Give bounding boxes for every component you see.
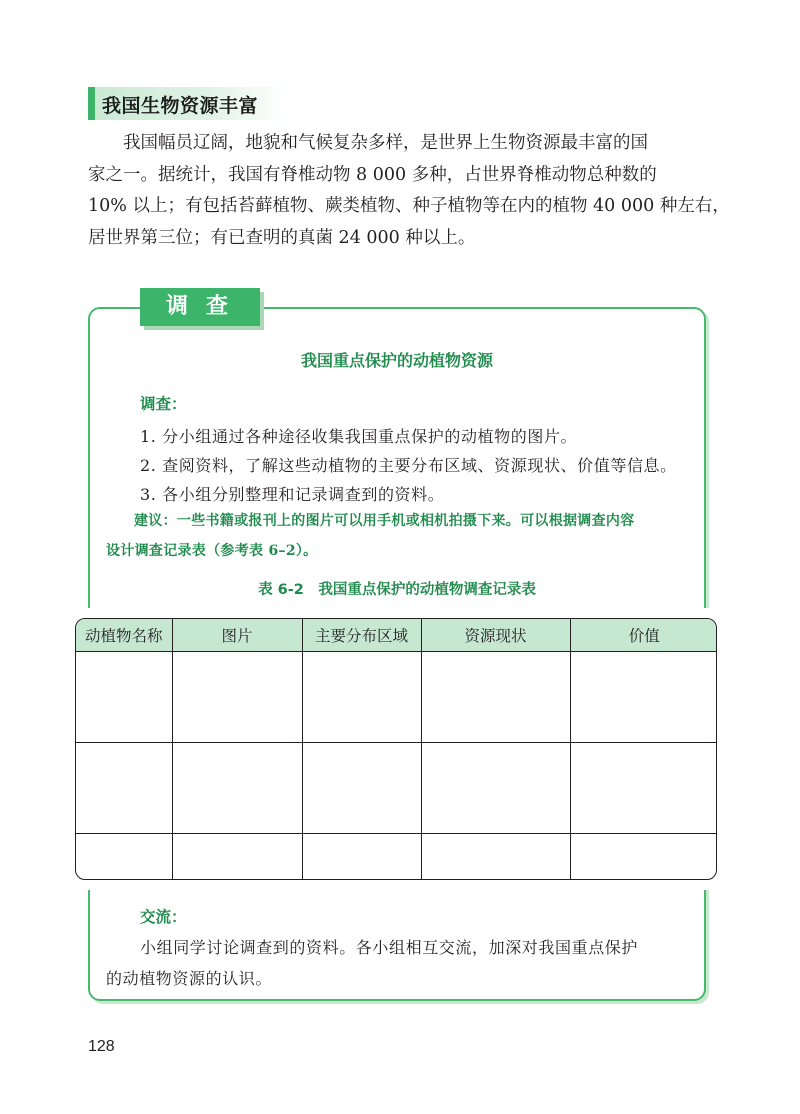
table-cell bbox=[570, 834, 717, 880]
suggestion-line: 设计调查记录表（参考表 6–2）。 bbox=[106, 543, 318, 559]
table-row bbox=[76, 652, 717, 743]
table-cell bbox=[172, 743, 302, 834]
table-cell bbox=[302, 652, 421, 743]
record-table bbox=[75, 618, 717, 880]
table-cell bbox=[421, 743, 570, 834]
table-row bbox=[76, 834, 717, 880]
table-header-row bbox=[76, 619, 717, 652]
table-cell bbox=[570, 652, 717, 743]
table-header-cell: 资源现状 bbox=[421, 619, 570, 652]
table-cell bbox=[76, 743, 172, 834]
table-header-cell: 图片 bbox=[172, 619, 302, 652]
suggestion-line: 建议：一些书籍或报刊上的图片可以用手机或相机拍摄下来。可以根据调查内容 bbox=[134, 513, 635, 529]
table-cell bbox=[421, 652, 570, 743]
table-header-cell: 主要分布区域 bbox=[302, 619, 421, 652]
intro-paragraph bbox=[88, 128, 730, 254]
table-cell bbox=[421, 834, 570, 880]
table-caption: 表 6-2 我国重点保护的动植物调查记录表 bbox=[258, 582, 536, 598]
intro-line: 居世界第三位；有已查明的真菌 24 000 种以上。 bbox=[88, 227, 476, 248]
exchange-paragraph bbox=[106, 932, 696, 994]
table-cell bbox=[172, 834, 302, 880]
step-item: 1. 分小组通过各种途径收集我国重点保护的动植物的图片。 bbox=[140, 427, 578, 446]
step-item: 3. 各小组分别整理和记录调查到的资料。 bbox=[140, 485, 445, 504]
section-heading-bar bbox=[88, 87, 95, 120]
intro-line: 10% 以上；有包括苔藓植物、蕨类植物、种子植物等在内的植物 40 000 种左右， bbox=[88, 196, 730, 216]
table-header-cell: 动植物名称 bbox=[76, 619, 172, 652]
table-cell bbox=[172, 652, 302, 743]
suggestion-note bbox=[106, 506, 694, 566]
table-cell bbox=[76, 652, 172, 743]
step-item: 2. 查阅资料，了解这些动植物的主要分布区域、资源现状、价值等信息。 bbox=[140, 456, 677, 475]
exchange-heading: 交流： bbox=[140, 908, 187, 926]
exchange-line: 的动植物资源的认识。 bbox=[106, 969, 273, 988]
section-title: 我国生物资源丰富 bbox=[102, 95, 259, 117]
table-cell bbox=[302, 743, 421, 834]
table-header-cell: 价值 bbox=[570, 619, 717, 652]
steps-heading: 调查： bbox=[140, 395, 187, 413]
section-heading bbox=[88, 87, 288, 120]
intro-line: 家之一。据统计，我国有脊椎动物 8 000 多种，占世界脊椎动物总种数的 bbox=[88, 164, 657, 185]
investigation-subtitle: 我国重点保护的动植物资源 bbox=[300, 351, 493, 370]
intro-line: 我国幅员辽阔，地貌和气候复杂多样，是世界上生物资源最丰富的国 bbox=[123, 133, 648, 153]
investigation-tab: 调查 bbox=[140, 288, 260, 326]
table-cell bbox=[570, 743, 717, 834]
page-number: 128 bbox=[88, 1038, 115, 1055]
table-cell bbox=[76, 834, 172, 880]
exchange-line: 小组同学讨论调查到的资料。各小组相互交流，加深对我国重点保护 bbox=[140, 938, 639, 957]
table-row bbox=[76, 743, 717, 834]
table-cell bbox=[302, 834, 421, 880]
